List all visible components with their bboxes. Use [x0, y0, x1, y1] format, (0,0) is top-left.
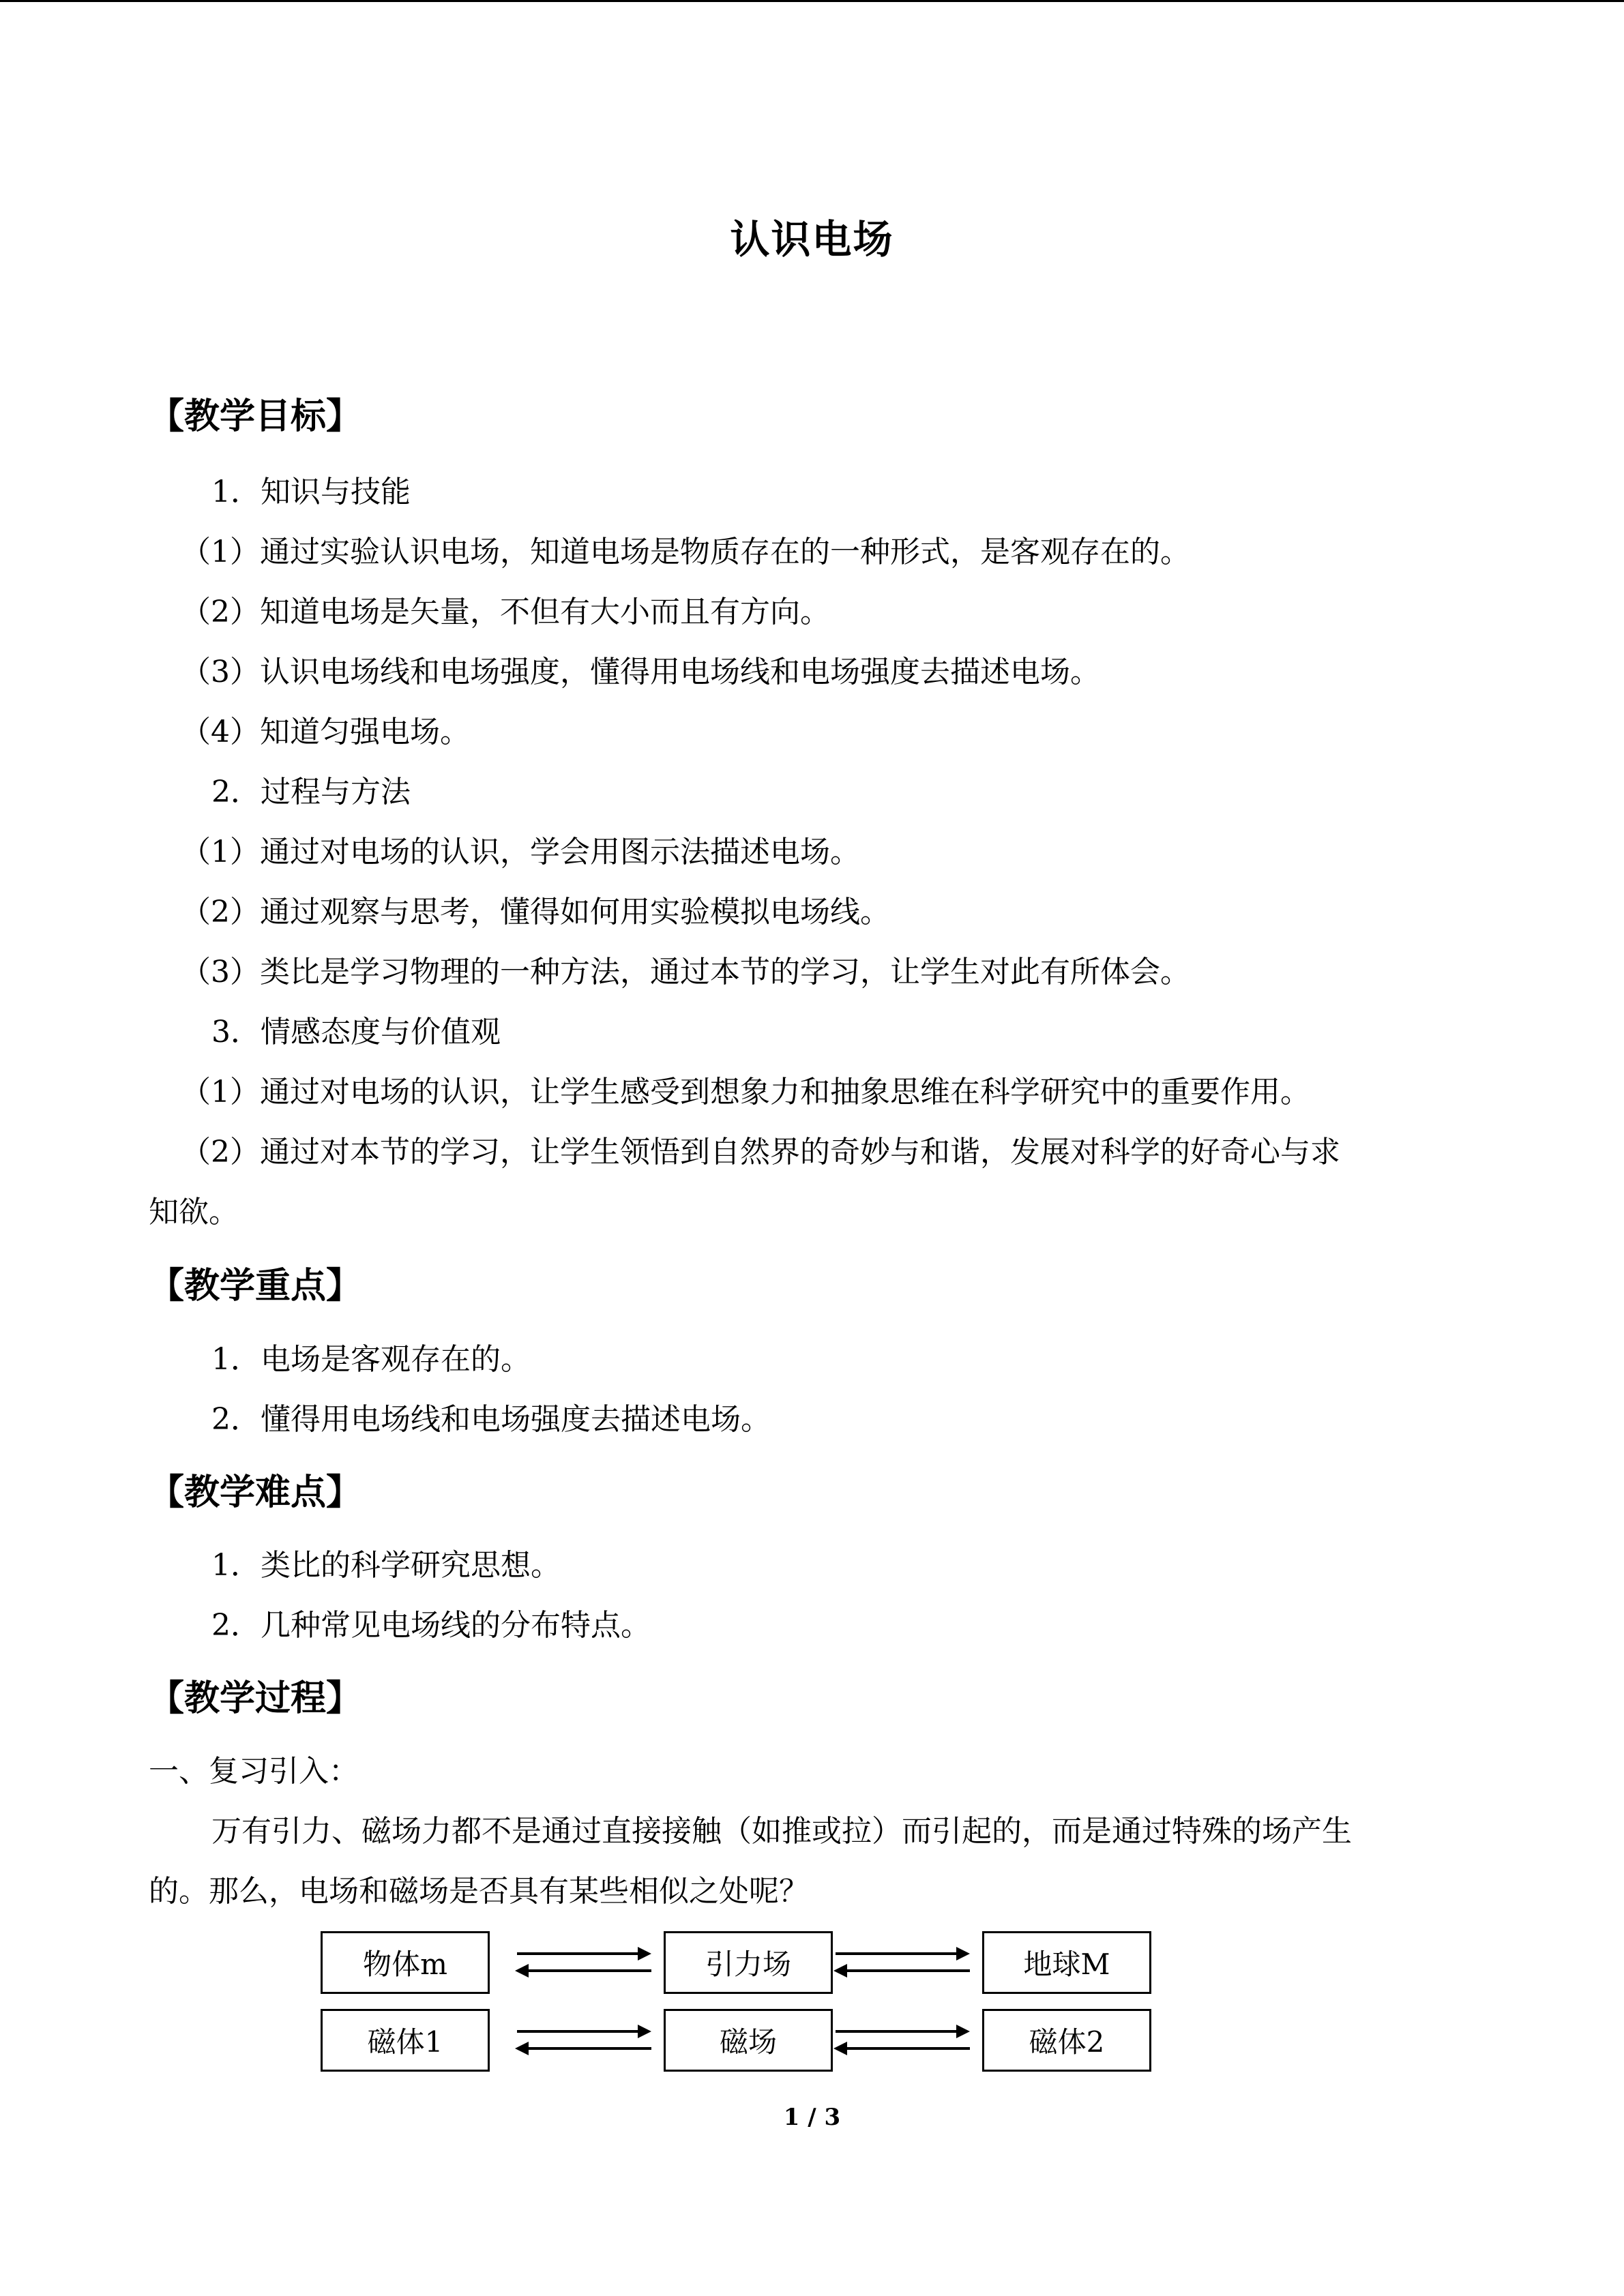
diagram-box-magnet-2: 磁体2: [982, 2009, 1151, 2072]
difficulty-item: 1．类比的科学研究思想。: [211, 1548, 561, 1583]
goal-3-item-continued: 知欲。: [149, 1195, 239, 1229]
goal-3-title: 3．情感态度与价值观: [211, 1015, 501, 1049]
goal-2-title: 2．过程与方法: [211, 775, 411, 809]
diagram-box-magnet-1: 磁体1: [321, 2009, 490, 2072]
section-heading-goals: 【教学目标】: [149, 396, 362, 437]
difficulty-item: 2．几种常见电场线的分布特点。: [211, 1608, 651, 1643]
goal-2-item: （3）类比是学习物理的一种方法，通过本节的学习，让学生对此有所体会。: [181, 955, 1190, 989]
page-title: 认识电场: [730, 216, 894, 263]
goal-2-item: （1）通过对电场的认识，学会用图示法描述电场。: [181, 835, 860, 869]
goal-1-item: （1）通过实验认识电场，知道电场是物质存在的一种形式，是客观存在的。: [181, 535, 1190, 569]
goal-1-item: （3）认识电场线和电场强度，懂得用电场线和电场强度去描述电场。: [181, 655, 1100, 689]
double-arrow-icon: [515, 2025, 651, 2055]
diagram-arrows: [0, 1923, 1624, 2080]
section-heading-key-points: 【教学重点】: [149, 1266, 362, 1307]
diagram-box-object-m: 物体m: [321, 1931, 490, 1994]
diagram-box-magnetic-field: 磁场: [664, 2009, 833, 2072]
process-paragraph-line-1: 万有引力、磁场力都不是通过直接接触（如推或拉）而引起的，而是通过特殊的场产生: [211, 1814, 1352, 1849]
top-border-line: [0, 0, 1624, 2]
section-heading-process: 【教学过程】: [149, 1678, 362, 1719]
goal-1-item: （4）知道匀强电场。: [181, 715, 470, 749]
double-arrow-icon: [833, 1947, 970, 1978]
key-point-item: 2．懂得用电场线和电场强度去描述电场。: [211, 1402, 771, 1437]
key-point-item: 1．电场是客观存在的。: [211, 1342, 531, 1377]
goal-3-item: （2）通过对本节的学习，让学生领悟到自然界的奇妙与和谐，发展对科学的好奇心与求: [181, 1135, 1340, 1169]
section-heading-difficulties: 【教学难点】: [149, 1472, 362, 1513]
analogy-diagram: [0, 1923, 1624, 2080]
page-number: 1 / 3: [783, 2104, 841, 2131]
double-arrow-icon: [833, 2025, 970, 2055]
diagram-box-gravity-field: 引力场: [664, 1931, 833, 1994]
goal-1-title: 1．知识与技能: [211, 475, 411, 509]
goal-3-item: （1）通过对电场的认识，让学生感受到想象力和抽象思维在科学研究中的重要作用。: [181, 1075, 1310, 1109]
process-paragraph-line-2: 的。那么，电场和磁场是否具有某些相似之处呢？: [149, 1874, 809, 1909]
goal-1-item: （2）知道电场是矢量，不但有大小而且有方向。: [181, 595, 830, 629]
process-intro: 一、复习引入：: [149, 1754, 359, 1789]
diagram-box-earth-m: 地球M: [982, 1931, 1151, 1994]
goal-2-item: （2）通过观察与思考，懂得如何用实验模拟电场线。: [181, 895, 890, 929]
double-arrow-icon: [515, 1947, 651, 1978]
